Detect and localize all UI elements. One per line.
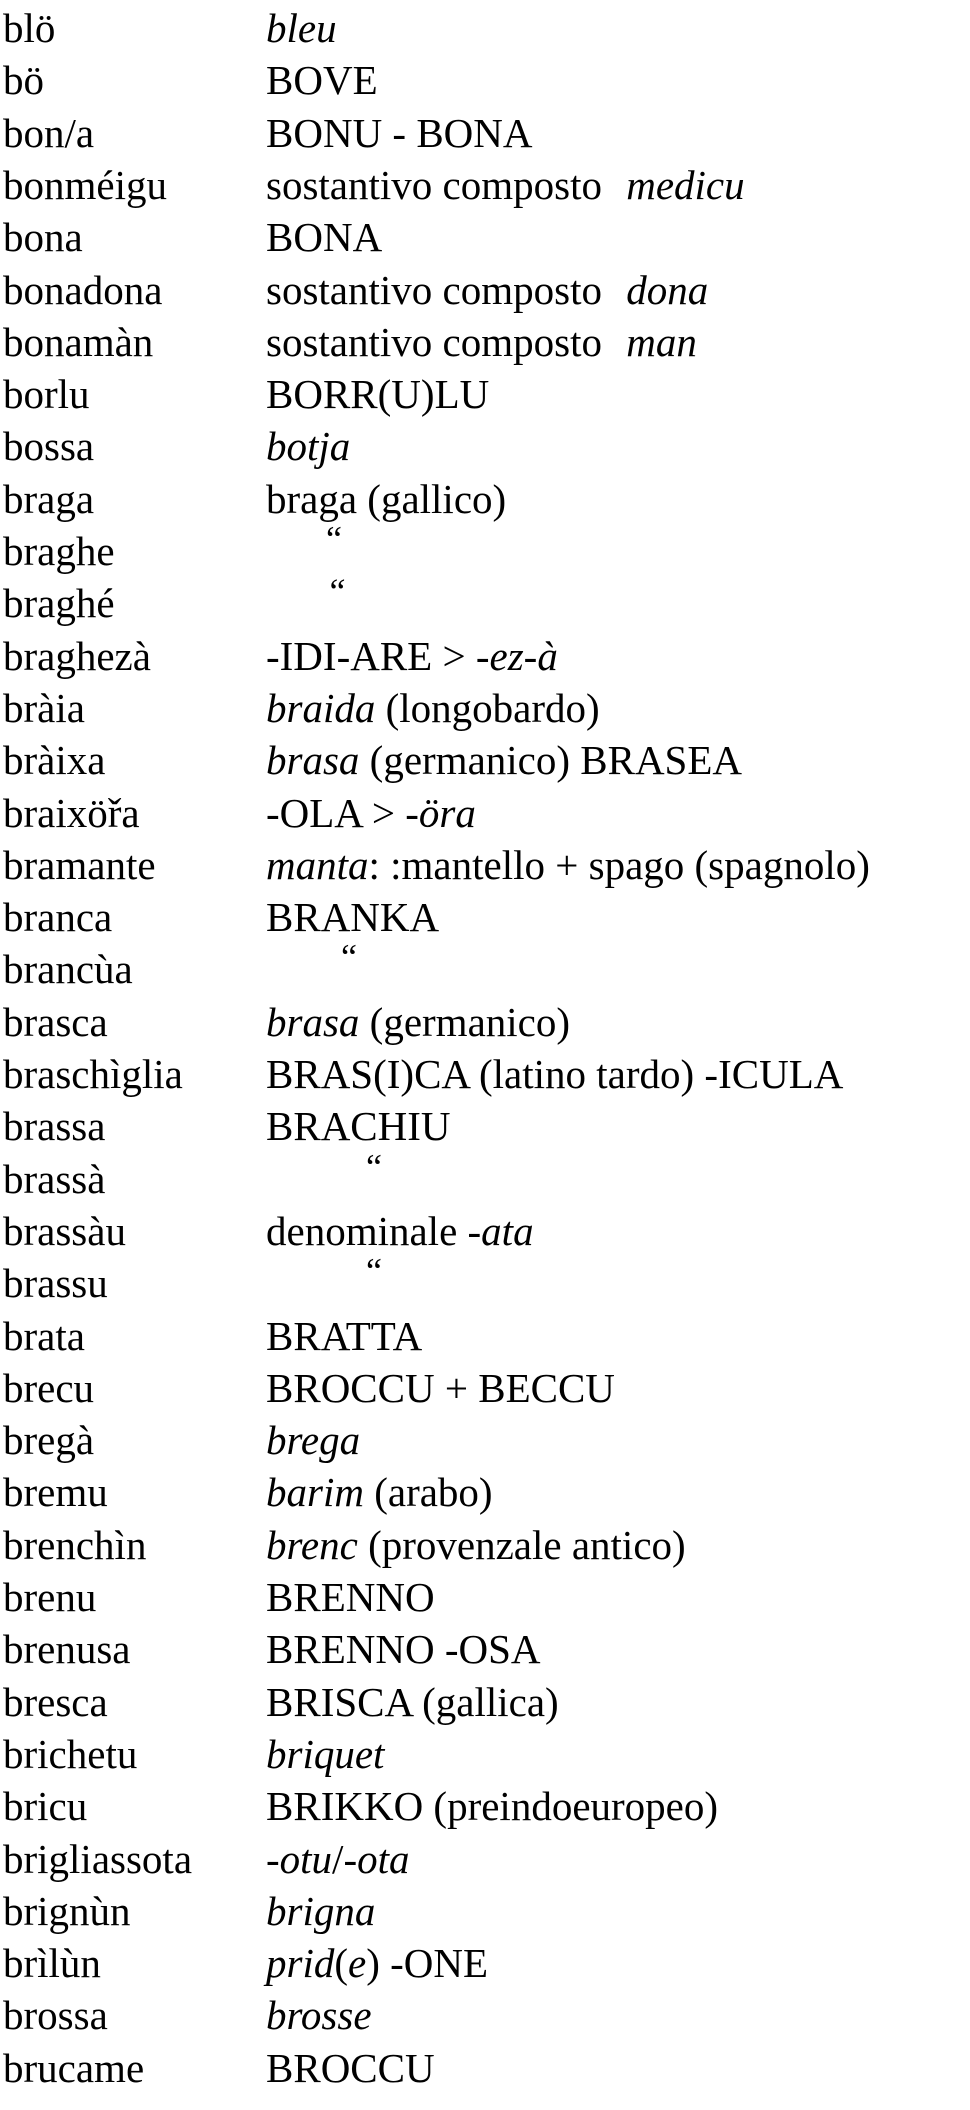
etymology <box>266 571 347 631</box>
dictionary-entry <box>0 1989 970 2041</box>
dictionary-entry <box>0 1466 970 1518</box>
ditto-mark: “ <box>341 937 357 978</box>
etymon-italic: -otu <box>266 1835 333 1882</box>
etymology <box>266 1310 422 1362</box>
headword: bonméigu <box>3 161 167 208</box>
etymon-text: : :mantello + spago (spagnolo) <box>368 841 870 888</box>
etymon-text: -OLA > <box>266 789 406 836</box>
etymology <box>266 787 476 839</box>
etymon-text: denominale <box>266 1207 468 1254</box>
etymon-text: BRACHIU <box>266 1103 451 1150</box>
etymon-italic: e <box>348 1940 367 1987</box>
etymon-text: (germanico) <box>359 998 571 1045</box>
headword: brenu <box>3 1574 97 1620</box>
etymon-text: BOVE <box>266 57 378 104</box>
headword: bonadona <box>3 266 163 313</box>
etymon-italic: -öra <box>405 789 476 836</box>
dictionary-entry <box>0 159 970 211</box>
headword: braga <box>3 475 95 522</box>
dictionary-entry <box>0 54 970 106</box>
headword: brata <box>3 1312 85 1359</box>
dictionary-entry <box>0 1362 970 1414</box>
headword: brenchìn <box>3 1521 147 1568</box>
etymology <box>266 1466 493 1518</box>
etymon-italic: man <box>626 318 697 365</box>
etymology <box>266 1251 382 1311</box>
headword: brassà <box>3 1155 106 1202</box>
etymology <box>266 2 337 54</box>
headword: bricu <box>3 1783 88 1830</box>
dictionary-entry <box>0 1833 970 1885</box>
etymon-text: sostantivo composto <box>266 161 613 208</box>
headword: bossa <box>3 423 95 470</box>
etymon-text: BROCCU + BECCU <box>266 1364 615 1411</box>
etymon-text: BORR(U)LU <box>266 371 490 418</box>
etymology <box>266 159 745 211</box>
dictionary-entry <box>0 1937 970 1989</box>
etymon-text: BRAS(I)CA (latino tardo) -ICULA <box>266 1051 844 1097</box>
headword: brasca <box>3 998 108 1045</box>
dictionary-entry <box>0 1519 970 1571</box>
etymon-text: (germanico) BRASEA <box>359 737 743 784</box>
etymon-italic: brasa <box>266 998 360 1045</box>
etymon-text: sostantivo composto <box>266 266 613 313</box>
etymon-italic: brigna <box>266 1887 376 1934</box>
etymon-italic: dona <box>626 266 709 313</box>
etymology <box>266 107 533 159</box>
etymon-text: BONU - BONA <box>266 109 533 156</box>
etymon-italic: prid <box>266 1940 335 1987</box>
dictionary-entry <box>0 264 970 316</box>
etymon-text: -IDI-ARE > <box>266 632 476 679</box>
etymology <box>266 734 742 786</box>
dictionary-entry <box>0 1310 970 1362</box>
dictionary-entry <box>0 107 970 159</box>
etymology <box>266 1780 718 1832</box>
etymology <box>266 839 870 891</box>
etymology <box>266 682 600 734</box>
headword: brìlùn <box>3 1940 101 1987</box>
headword: brenusa <box>3 1626 131 1673</box>
etymology <box>266 1519 686 1571</box>
headword: bregà <box>3 1417 95 1464</box>
headword: brucame <box>3 2044 145 2091</box>
dictionary-entry <box>0 519 970 577</box>
dictionary-entry <box>0 473 970 525</box>
dictionary-entry <box>0 1885 970 1937</box>
etymon-italic: briquet <box>266 1730 385 1777</box>
dictionary-entry <box>0 1780 970 1832</box>
etymology <box>266 420 350 472</box>
headword: bremu <box>3 1469 108 1516</box>
etymology <box>266 316 697 368</box>
etymon-text: ( <box>334 1940 349 1987</box>
dictionary-entry <box>0 1571 970 1623</box>
etymology <box>266 1048 843 1100</box>
headword: bonamàn <box>3 318 154 365</box>
dictionary-entry <box>0 891 970 943</box>
etymon-text: (longobardo) <box>375 684 600 731</box>
etymon-text: BONA <box>266 214 383 261</box>
etymon-italic: brega <box>266 1417 361 1464</box>
etymology <box>266 937 357 997</box>
etymon-italic: brenc <box>266 1521 358 1568</box>
dictionary-entry <box>0 734 970 786</box>
headword: bona <box>3 214 83 261</box>
ditto-mark: “ <box>366 1251 382 1292</box>
etymology <box>266 1205 534 1257</box>
dictionary-entry <box>0 2 970 54</box>
etymon-italic: brosse <box>266 1992 372 2039</box>
dictionary-entry <box>0 937 970 995</box>
etymon-text: BRISCA (gallica) <box>266 1678 559 1725</box>
etymology <box>266 996 570 1048</box>
headword: blö <box>3 5 56 51</box>
headword: bramante <box>3 841 156 888</box>
dictionary-entry <box>0 1251 970 1309</box>
headword: braghé <box>3 580 115 627</box>
headword: braixöřa <box>3 789 140 836</box>
dictionary-entry <box>0 1728 970 1780</box>
headword: braghezà <box>3 632 151 679</box>
headword: brigliassota <box>3 1835 193 1882</box>
headword: bràixa <box>3 737 106 784</box>
etymon-italic: -ata <box>467 1207 534 1254</box>
headword: brassàu <box>3 1207 126 1254</box>
headword: brancùa <box>3 946 133 993</box>
etymon-text: braga (gallico) <box>266 475 507 522</box>
etymon-italic: -ota <box>343 1835 410 1882</box>
etymology <box>266 54 378 106</box>
dictionary-entry <box>0 1623 970 1675</box>
headword: brassa <box>3 1103 106 1150</box>
dictionary-entry <box>0 787 970 839</box>
headword: braschìglia <box>3 1051 183 1097</box>
dictionary-entry <box>0 839 970 891</box>
etymon-text: BRENNO <box>266 1574 435 1620</box>
etymon-italic: bleu <box>266 5 337 51</box>
headword: bon/a <box>3 109 95 156</box>
etymon-italic: -ez-à <box>475 632 558 679</box>
etymology <box>266 1676 559 1728</box>
headword: bresca <box>3 1678 108 1725</box>
etymology <box>266 1623 541 1675</box>
dictionary-entry <box>0 316 970 368</box>
ditto-mark: “ <box>366 1146 382 1187</box>
headword: brassu <box>3 1260 108 1307</box>
etymology <box>266 473 506 525</box>
dictionary-entry <box>0 571 970 629</box>
headword: bràia <box>3 684 85 731</box>
headword: borlu <box>3 371 90 418</box>
dictionary-entry <box>0 211 970 263</box>
etymology <box>266 1146 382 1207</box>
dictionary-entry <box>0 1100 970 1152</box>
headword: bö <box>3 57 44 104</box>
etymon-text: BROCCU <box>266 2044 435 2091</box>
etymon-italic: medicu <box>626 161 745 208</box>
dictionary-entry <box>0 1048 970 1100</box>
headword: branca <box>3 894 113 941</box>
etymon-text: ) -ONE <box>366 1940 489 1987</box>
etymon-italic: botja <box>266 423 351 470</box>
headword: brichetu <box>3 1730 138 1777</box>
dictionary-entry <box>0 682 970 734</box>
dictionary-entry <box>0 1414 970 1466</box>
etymon-text: BRATTA <box>266 1312 423 1359</box>
etymon-text: (provenzale antico) <box>357 1521 686 1568</box>
etymon-italic: manta <box>266 841 369 888</box>
etymology <box>266 2042 435 2094</box>
etymology <box>266 1885 375 1937</box>
etymology <box>266 630 558 682</box>
etymology <box>266 211 382 263</box>
etymology <box>266 1989 372 2041</box>
dictionary-entry <box>0 368 970 420</box>
etymon-italic: brasa <box>266 737 360 784</box>
etymology <box>266 1414 360 1466</box>
ditto-mark: “ <box>326 571 347 612</box>
etymon-italic: barim <box>266 1469 364 1516</box>
headword: brecu <box>3 1364 95 1411</box>
etymology <box>266 1571 435 1623</box>
dictionary-entry <box>0 630 970 682</box>
etymon-text: / <box>332 1835 344 1882</box>
etymology <box>266 1100 451 1152</box>
dictionary-entry <box>0 1205 970 1257</box>
etymology <box>266 1833 410 1885</box>
etymology <box>266 264 708 316</box>
etymology <box>266 1937 488 1989</box>
headword: braghe <box>3 528 115 574</box>
headword: brossa <box>3 1992 108 2039</box>
dictionary-entry <box>0 996 970 1048</box>
etymon-text: BRIKKO (preindoeuropeo) <box>266 1783 719 1830</box>
etymon-text: BRANKA <box>266 894 440 941</box>
dictionary-entry <box>0 1676 970 1728</box>
etymon-italic: braida <box>266 684 376 731</box>
headword: brignùn <box>3 1887 131 1934</box>
etymology <box>266 368 489 420</box>
etymology <box>266 1362 615 1414</box>
etymon-text: BRENNO -OSA <box>266 1626 541 1673</box>
dictionary-entry <box>0 2042 970 2094</box>
etymon-text: sostantivo composto <box>266 318 613 365</box>
dictionary-entry <box>0 1146 970 1205</box>
etymon-text: (arabo) <box>363 1469 493 1516</box>
etymology <box>266 1728 384 1780</box>
ditto-mark: “ <box>326 519 342 559</box>
dictionary-entry <box>0 420 970 472</box>
